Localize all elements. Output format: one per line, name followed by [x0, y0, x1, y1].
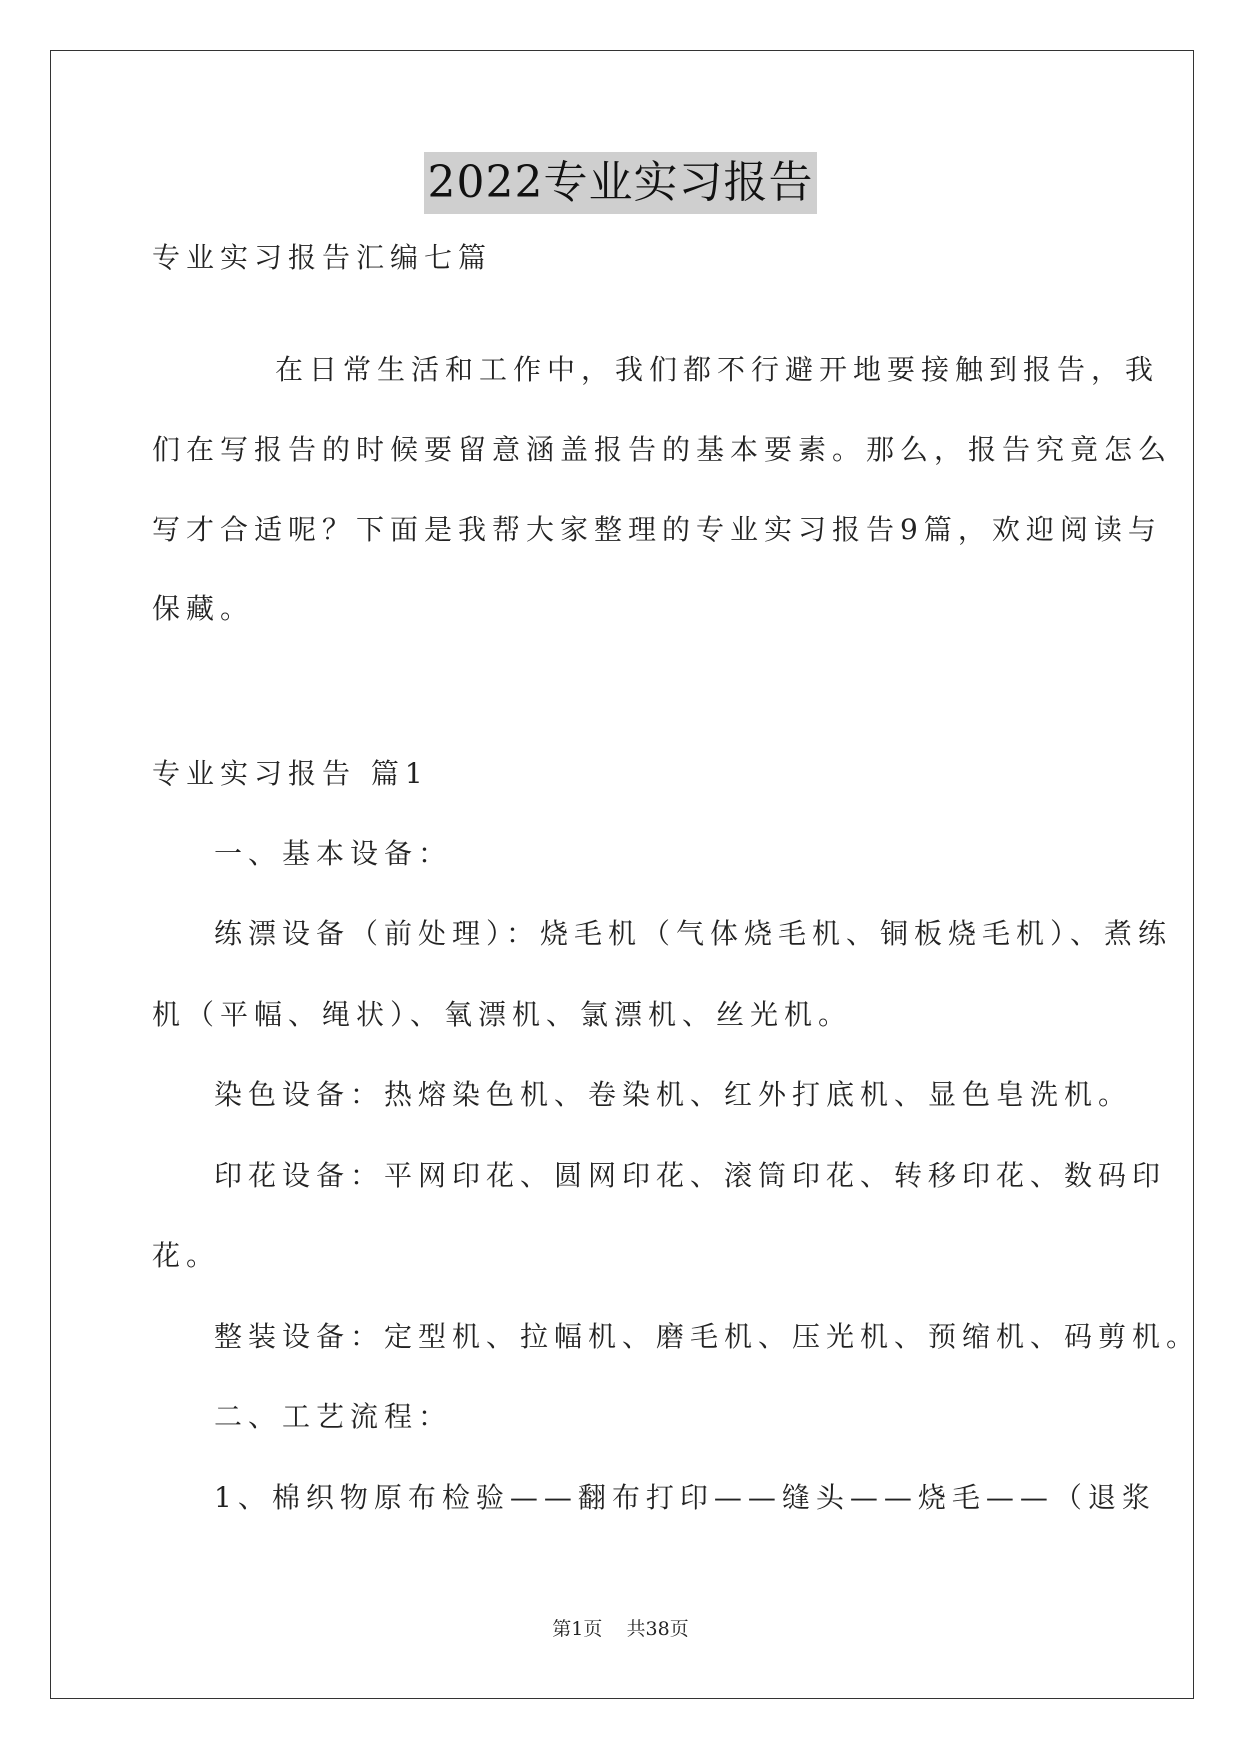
- document-title: 2022专业实习报告: [424, 152, 818, 214]
- page-total: 共38页: [626, 1618, 689, 1640]
- title-wrap: [0, 152, 1241, 214]
- paragraph-line: 二、工艺流程：: [214, 1400, 453, 1433]
- paragraph-line: 整装设备：定型机、拉幅机、磨毛机、压光机、预缩机、码剪机。: [214, 1320, 1201, 1353]
- paragraph-line: 在日常生活和工作中，我们都不行避开地要接触到报告，我: [275, 353, 1160, 386]
- paragraph-line: 花。: [152, 1239, 221, 1272]
- paragraph-line: 一、基本设备：: [214, 837, 453, 870]
- section-heading: 专业实习报告 篇1: [152, 757, 429, 790]
- paragraph-line: 们在写报告的时候要留意涵盖报告的基本要素。那么，报告究竟怎么: [152, 433, 1173, 466]
- paragraph-line: 机（平幅、绳状）、氧漂机、氯漂机、丝光机。: [152, 998, 853, 1031]
- page-footer: [0, 1614, 1241, 1641]
- page-number: 第1页: [552, 1618, 603, 1640]
- paragraph-line: 写才合适呢？下面是我帮大家整理的专业实习报告9篇，欢迎阅读与: [152, 513, 1162, 546]
- paragraph-line: 练漂设备（前处理）：烧毛机（气体烧毛机、铜板烧毛机）、煮练: [214, 917, 1173, 950]
- paragraph-line: 印花设备：平网印花、圆网印花、滚筒印花、转移印花、数码印: [214, 1159, 1167, 1192]
- paragraph-line: 1、棉织物原布检验——翻布打印——缝头——烧毛——（退浆: [214, 1481, 1156, 1514]
- subtitle-line: 专业实习报告汇编七篇: [152, 241, 493, 274]
- page-border: [50, 50, 1194, 1699]
- paragraph-line: 染色设备：热熔染色机、卷染机、红外打底机、显色皂洗机。: [214, 1078, 1133, 1111]
- paragraph-line: 保藏。: [152, 592, 255, 625]
